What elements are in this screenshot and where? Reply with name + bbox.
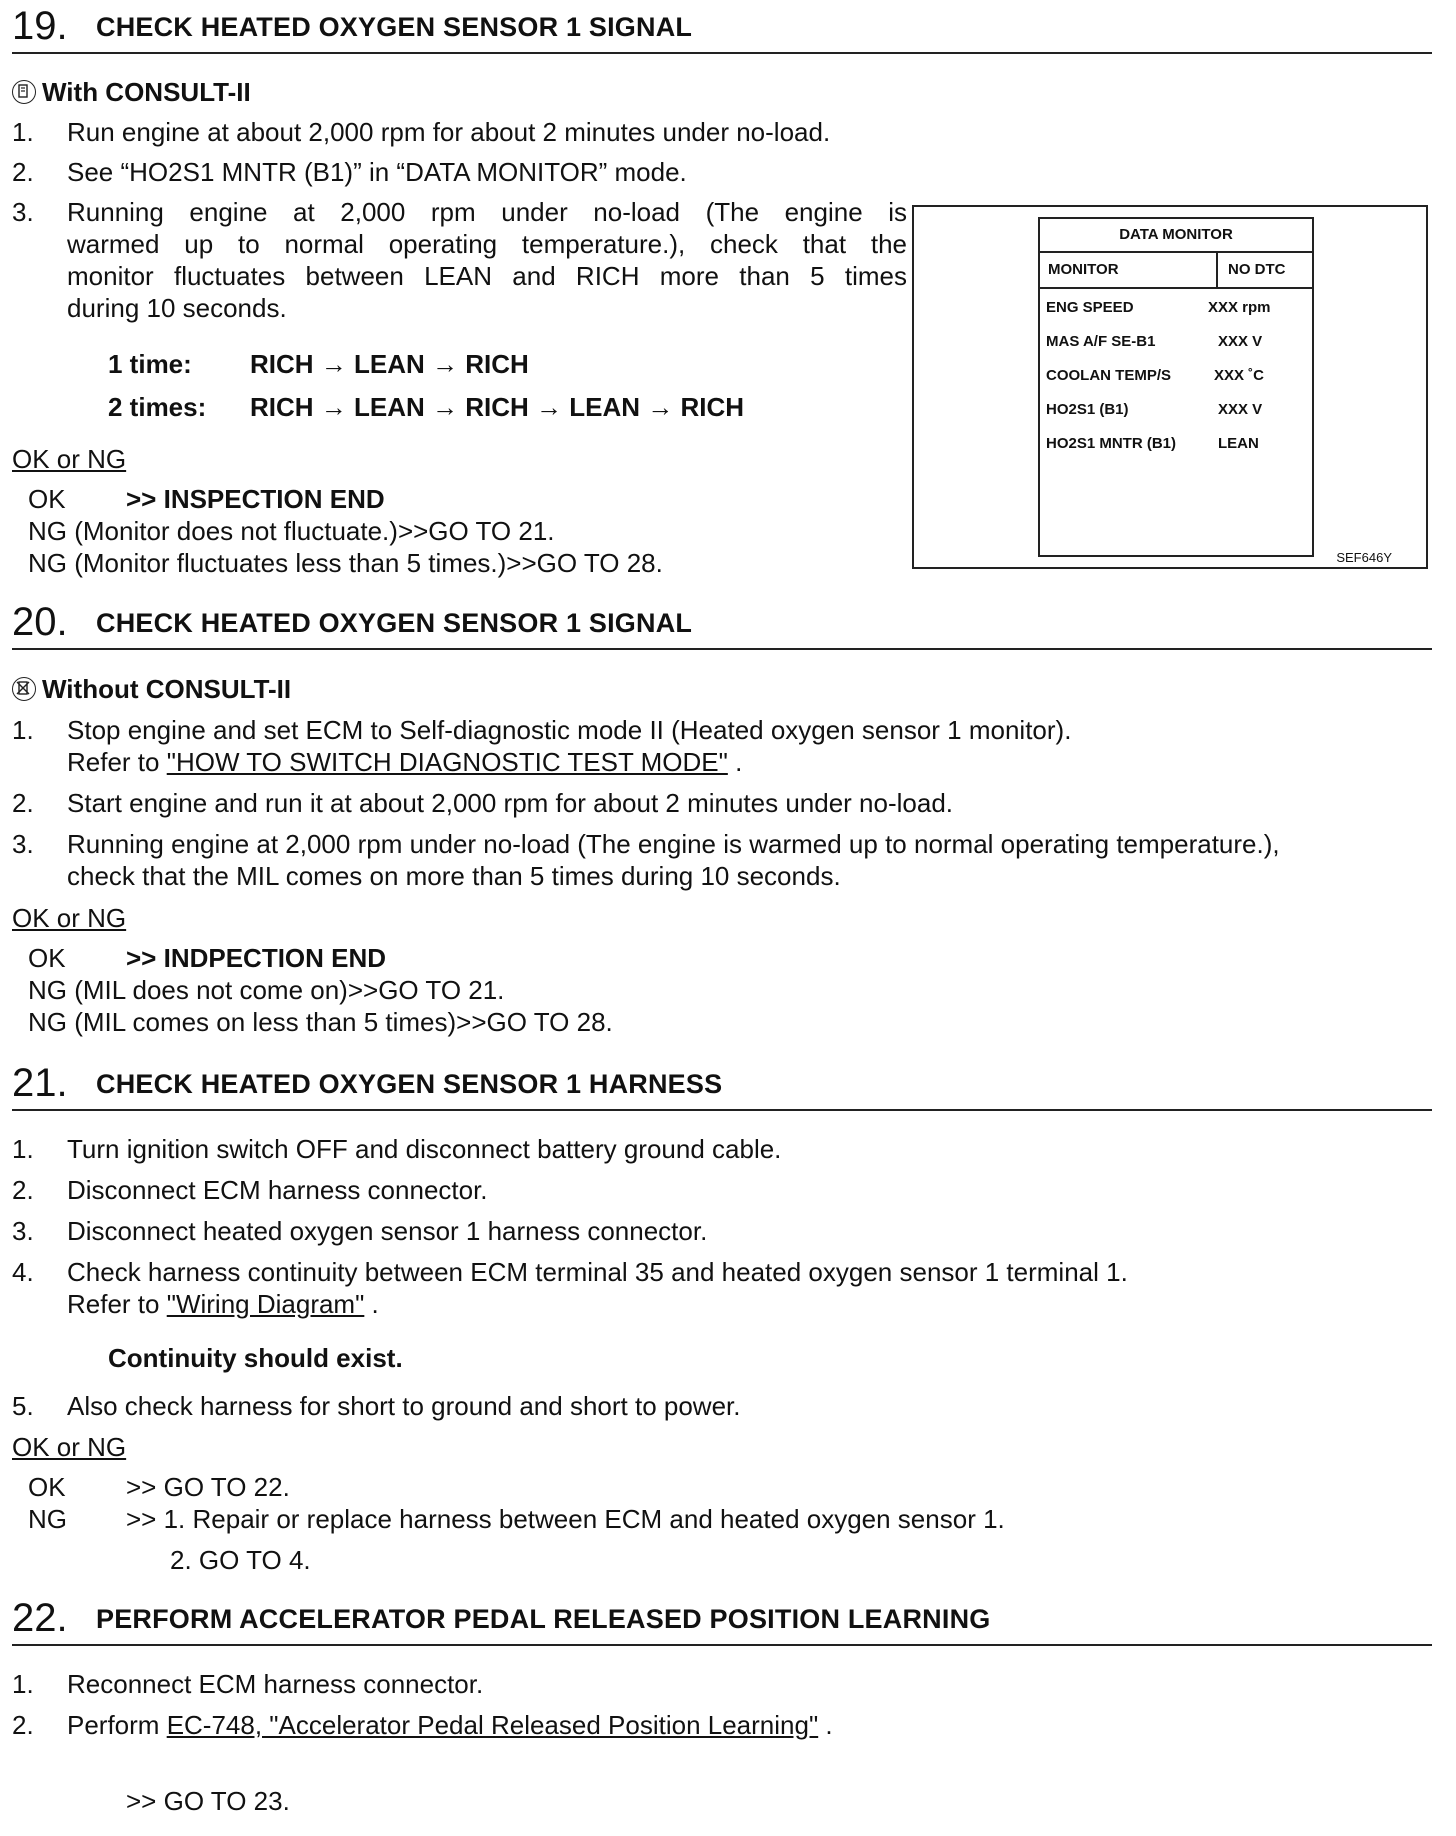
s19-step-3-number: 3. [12,197,34,227]
s20-result-ng-1: NG (MIL does not come on)>>GO TO 21. [28,975,505,1005]
section-20-title: CHECK HEATED OXYGEN SENSOR 1 SIGNAL [96,608,693,638]
s21-result-ng-cont: 2. GO TO 4. [170,1545,311,1575]
section-21-number: 21. [12,1061,68,1105]
spec-1-label: 1 time: [108,349,192,379]
spec-1-value: RICH → LEAN → RICH [250,349,529,379]
spec-2-value: RICH → LEAN → RICH → LEAN → RICH [250,392,744,422]
section-21-header [12,1057,1432,1111]
s19-ok-or-ng: OK or NG [12,444,127,474]
data-monitor-header: DATA MONITOR [1040,219,1312,253]
s20-result-ng-2: NG (MIL comes on less than 5 times)>>GO TO 28. [28,1007,613,1037]
s20-step-3-cont: check that the MIL comes on more than 5 times during 10 seconds. [67,861,841,891]
wiring-diagram-link[interactable]: "Wiring Diagram" [166,1289,365,1319]
no-consult-mode-label: Without CONSULT-II [12,673,291,705]
continuity-spec: Continuity should exist. [108,1343,403,1373]
s19-result-ng-2: NG (Monitor fluctuates less than 5 times.)>>GO TO 28. [28,548,663,578]
section-19-header [12,0,1432,54]
section-19-title: CHECK HEATED OXYGEN SENSOR 1 SIGNAL [96,12,693,42]
s20-step-1-ref: Refer to "HOW TO SWITCH DIAGNOSTIC TEST MODE" . [67,747,743,777]
diagnostic-test-mode-link[interactable]: "HOW TO SWITCH DIAGNOSTIC TEST MODE" [166,747,728,777]
spec-2-label: 2 times: [108,392,207,422]
consult-icon [12,80,36,104]
s20-ok-or-ng: OK or NG [12,903,127,933]
monitor-column-header: MONITOR NO DTC [1040,253,1312,289]
section-22-number: 22. [12,1596,68,1640]
s21-ok-or-ng: OK or NG [12,1432,127,1462]
section-20-header [12,596,1432,650]
section-21-title: CHECK HEATED OXYGEN SENSOR 1 HARNESS [96,1069,723,1099]
s19-step-3: Running engine at 2,000 rpm under no-load (The engine is warmed up to normal operating temperature.), check that the monitor fluctuates between LEAN and RICH more than 5 times during 10 seconds. [67,197,907,323]
consult-mode-label: With CONSULT-II [12,76,251,108]
section-20-number: 20. [12,600,68,644]
section-19-number: 19. [12,4,68,48]
s19-result-ng-1: NG (Monitor does not fluctuate.)>>GO TO 21. [28,516,555,546]
s22-result: >> GO TO 23. [126,1786,290,1816]
figure-code: SEF646Y [1336,550,1392,565]
no-consult-icon [12,677,36,701]
section-22-header [12,1592,1432,1646]
data-monitor-figure [912,205,1428,569]
data-monitor-screen: DATA MONITOR MONITOR NO DTC ENG SPEED XXX rpm MAS A/F SE-B1 XXX V COOLAN TEMP/S XXX ˚C HO2S1 (B1) XXX V HO2S1 MNTR (B1) LEAN [1038,217,1314,557]
section-22-title: PERFORM ACCELERATOR PEDAL RELEASED POSITION LEARNING [96,1604,991,1634]
pedal-learning-link[interactable]: EC-748, "Accelerator Pedal Released Position Learning" [166,1710,819,1740]
s21-step-4-ref: Refer to "Wiring Diagram" . [67,1289,379,1319]
